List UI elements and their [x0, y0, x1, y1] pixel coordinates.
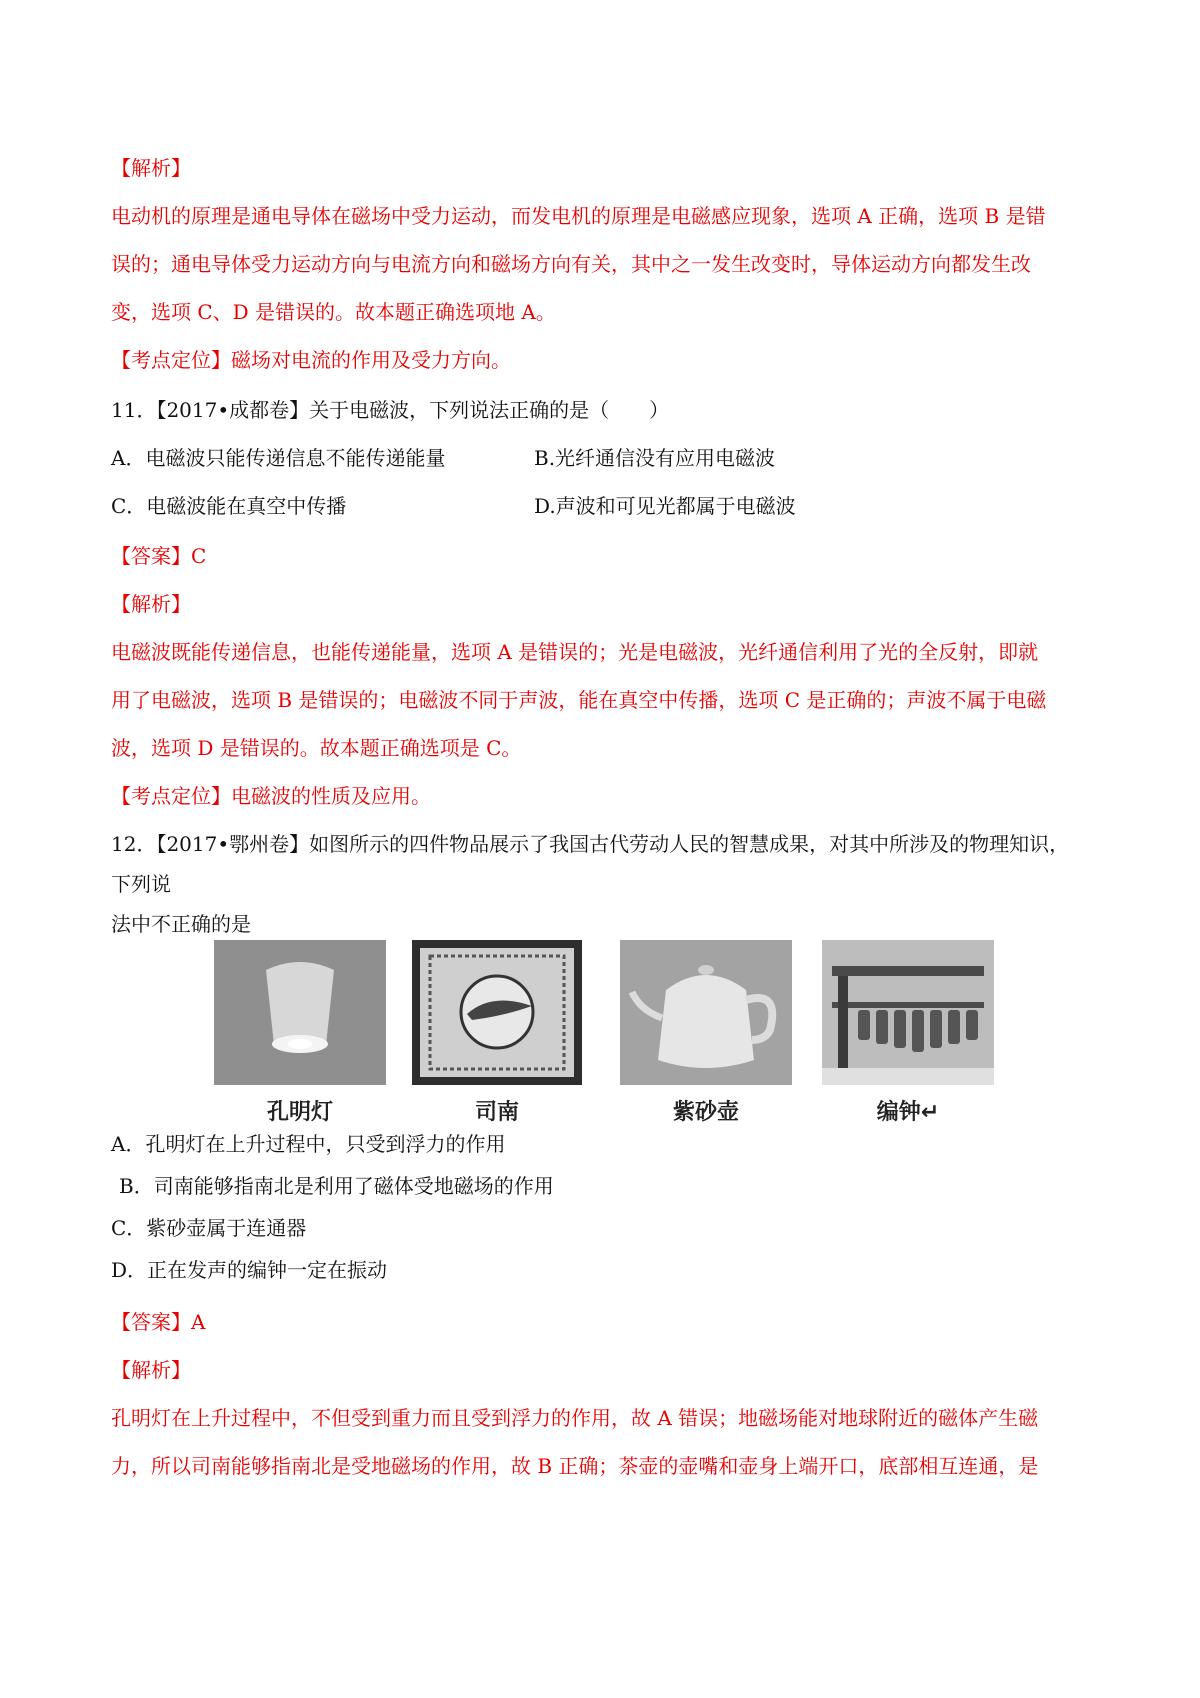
q12-stem-line-1: 12．【2017•鄂州卷】如图所示的四件物品展示了我国古代劳动人民的智慧成果，对其中所涉及的物理知识，	[111, 832, 1070, 856]
q11-analysis-line-1: 电磁波既能传递信息，也能传递能量，选项 A 是错误的；光是电磁波，光纤通信利用了光的全反射，即就	[111, 640, 1039, 664]
key-point-1: 【考点定位】磁场对电流的作用及受力方向。	[111, 348, 511, 372]
figure-kongming-lantern	[214, 940, 386, 1125]
figure-sinan-compass	[412, 940, 582, 1125]
analysis-label-1: 【解析】	[111, 156, 191, 180]
analysis-1-line-1: 电动机的原理是通电导体在磁场中受力运动，而发电机的原理是电磁感应现象，选项 A 正确，选项 B 是错	[111, 204, 1046, 228]
figure-caption-2: 司南	[474, 1100, 519, 1125]
figure-caption-4: 编钟↵	[876, 1100, 940, 1125]
q11-analysis-label: 【解析】	[111, 592, 191, 616]
q11-answer: 【答案】C	[111, 544, 207, 568]
q12-stem-line-2: 下列说	[111, 872, 171, 896]
kongming-lantern-icon	[214, 940, 386, 1085]
sinan-compass-icon	[412, 940, 582, 1085]
q12-option-c: C．紫砂壶属于连通器	[111, 1216, 307, 1240]
figure-zisha-teapot	[620, 940, 792, 1125]
q11-analysis-line-2: 用了电磁波，选项 B 是错误的；电磁波不同于声波，能在真空中传播，选项 C 是正确的；声波不属于电磁	[111, 688, 1047, 712]
q12-stem-line-3: 法中不正确的是	[111, 912, 251, 936]
figure-caption-1: 孔明灯	[266, 1100, 333, 1125]
zisha-teapot-icon	[620, 940, 792, 1085]
q11-option-a: A．电磁波只能传递信息不能传递能量	[111, 446, 446, 470]
q12-option-b: B．司南能够指南北是利用了磁体受地磁场的作用	[119, 1174, 554, 1198]
analysis-1-line-2: 误的；通电导体受力运动方向与电流方向和磁场方向有关，其中之一发生改变时，导体运动方向都发生改	[111, 252, 1031, 276]
figure-caption-3: 紫砂壶	[672, 1100, 739, 1125]
q11-analysis-line-3: 波，选项 D 是错误的。故本题正确选项是 C。	[111, 736, 522, 760]
q12-figures	[0, 940, 1200, 1125]
q12-analysis-label: 【解析】	[111, 1358, 191, 1382]
q11-option-b: B.光纤通信没有应用电磁波	[534, 446, 776, 470]
q11-option-c: C．电磁波能在真空中传播	[111, 494, 347, 518]
q11-stem: 11．【2017•成都卷】关于电磁波，下列说法正确的是（ ）	[111, 398, 670, 422]
figure-bianzhong-bells	[822, 940, 994, 1125]
q12-analysis-line-2: 力，所以司南能够指南北是受地磁场的作用，故 B 正确；茶壶的壶嘴和壶身上端开口，底部相互连通，是	[111, 1454, 1039, 1478]
q12-analysis-line-1: 孔明灯在上升过程中，不但受到重力而且受到浮力的作用，故 A 错误；地磁场能对地球附近的磁体产生磁	[111, 1406, 1039, 1430]
bianzhong-bells-icon	[822, 940, 994, 1085]
q12-option-a: A．孔明灯在上升过程中，只受到浮力的作用	[111, 1132, 506, 1156]
q11-key-point: 【考点定位】电磁波的性质及应用。	[111, 784, 431, 808]
q12-option-d: D．正在发声的编钟一定在振动	[111, 1258, 388, 1282]
analysis-1-line-3: 变，选项 C、D 是错误的。故本题正确选项地 A。	[111, 300, 556, 324]
q12-answer: 【答案】A	[111, 1310, 206, 1334]
q11-option-d: D.声波和可见光都属于电磁波	[534, 494, 796, 518]
